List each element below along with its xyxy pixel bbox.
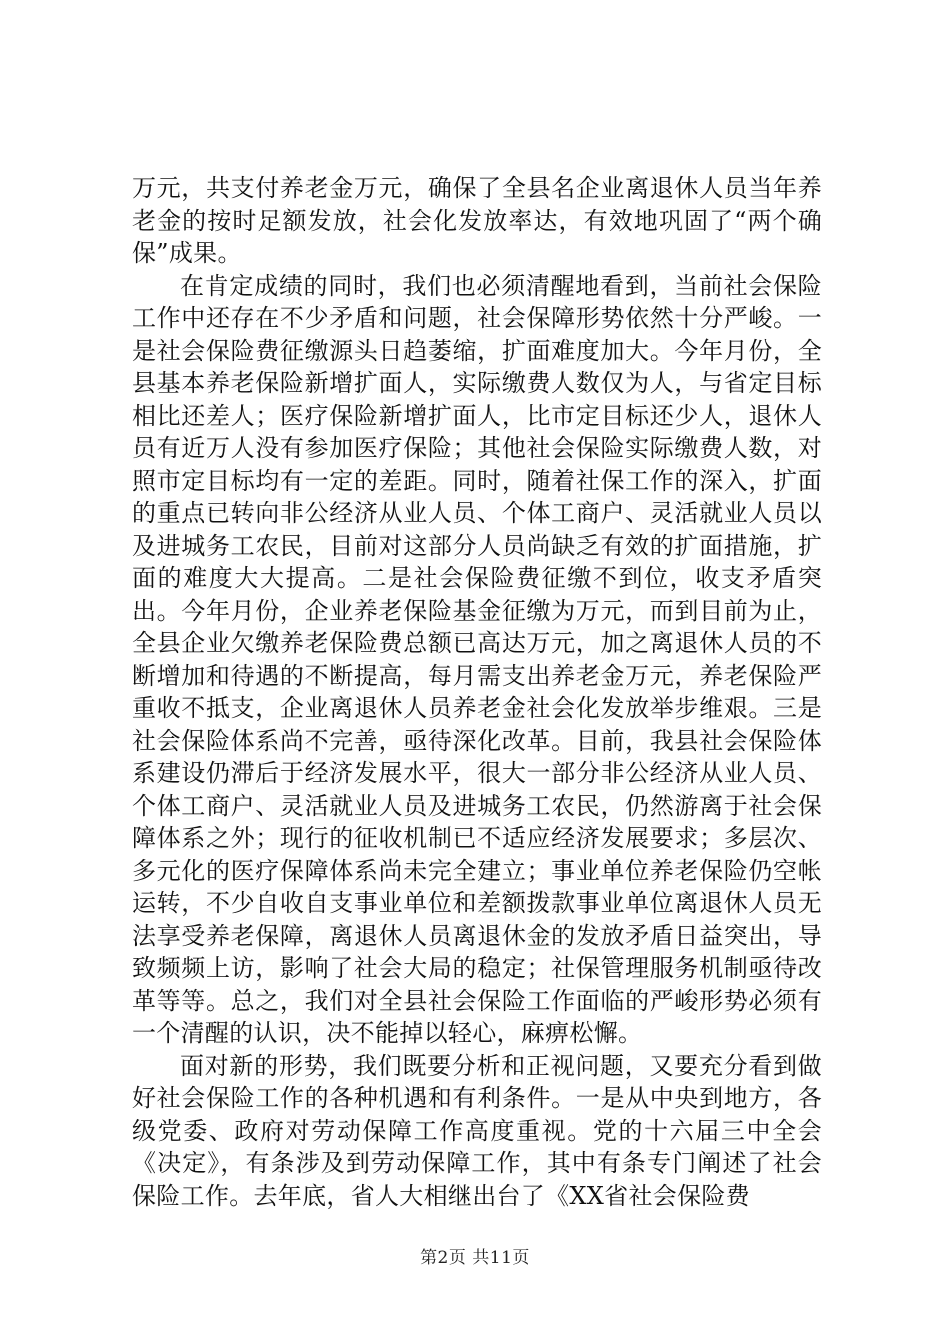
- paragraph-3: 面对新的形势，我们既要分析和正视问题，又要充分看到做好社会保险工作的各种机遇和有利条件。一是从中央到地方，各级党委、政府对劳动保障工作高度重视。党的十六届三中全会《决定》，有条涉及到劳动保障工作，其中有条专门阐述了社会保险工作。去年底，省人大相继出台了《XX省社会保险费: [132, 1051, 822, 1210]
- paragraph-1: 万元，共支付养老金万元，确保了全县名企业离退休人员当年养老金的按时足额发放，社会化发放率达，有效地巩固了“两个确保”成果。: [132, 174, 822, 267]
- page-number-footer: 第2页 共11页: [420, 1248, 530, 1268]
- document-body: [132, 172, 822, 1212]
- paragraph-2: 在肯定成绩的同时，我们也必须清醒地看到，当前社会保险工作中还存在不少矛盾和问题，社会保障形势依然十分严峻。一是社会保险费征缴源头日趋萎缩，扩面难度加大。今年月份，全县基本养老保险新增扩面人，实际缴费人数仅为人，与省定目标相比还差人；医疗保险新增扩面人，比市定目标还少人，退休人员有近万人没有参加医疗保险；其他社会保险实际缴费人数，对照市定目标均有一定的差距。同时，随着社保工作的深入，扩面的重点已转向非公经济从业人员、个体工商户、灵活就业人员以及进城务工农民，目前对这部分人员尚缺乏有效的扩面措施，扩面的难度大大提高。二是社会保险费征缴不到位，收支矛盾突出。今年月份，企业养老保险基金征缴为万元，而到目前为止，全县企业欠缴养老保险费总额已高达万元，加之离退休人员的不断增加和待遇的不断提高，每月需支出养老金万元，养老保险严重收不抵支，企业离退休人员养老金社会化发放举步维艰。三是社会保险体系尚不完善，亟待深化改革。目前，我县社会保险体系建设仍滞后于经济发展水平，很大一部分非公经济从业人员、个体工商户、灵活就业人员及进城务工农民，仍然游离于社会保障体系之外；现行的征收机制已不适应经济发展要求；多层次、多元化的医疗保障体系尚未完全建立；事业单位养老保险仍空帐运转，不少自收自支事业单位和差额拨款事业单位离退休人员无法享受养老保障，离退休人员离退休金的发放矛盾日益突出，导致频频上访，影响了社会大局的稳定；社保管理服务机制亟待改革等等。总之，我们对全县社会保险工作面临的严峻形势必须有一个清醒的认识，决不能掉以轻心，麻痹松懈。: [132, 271, 822, 1047]
